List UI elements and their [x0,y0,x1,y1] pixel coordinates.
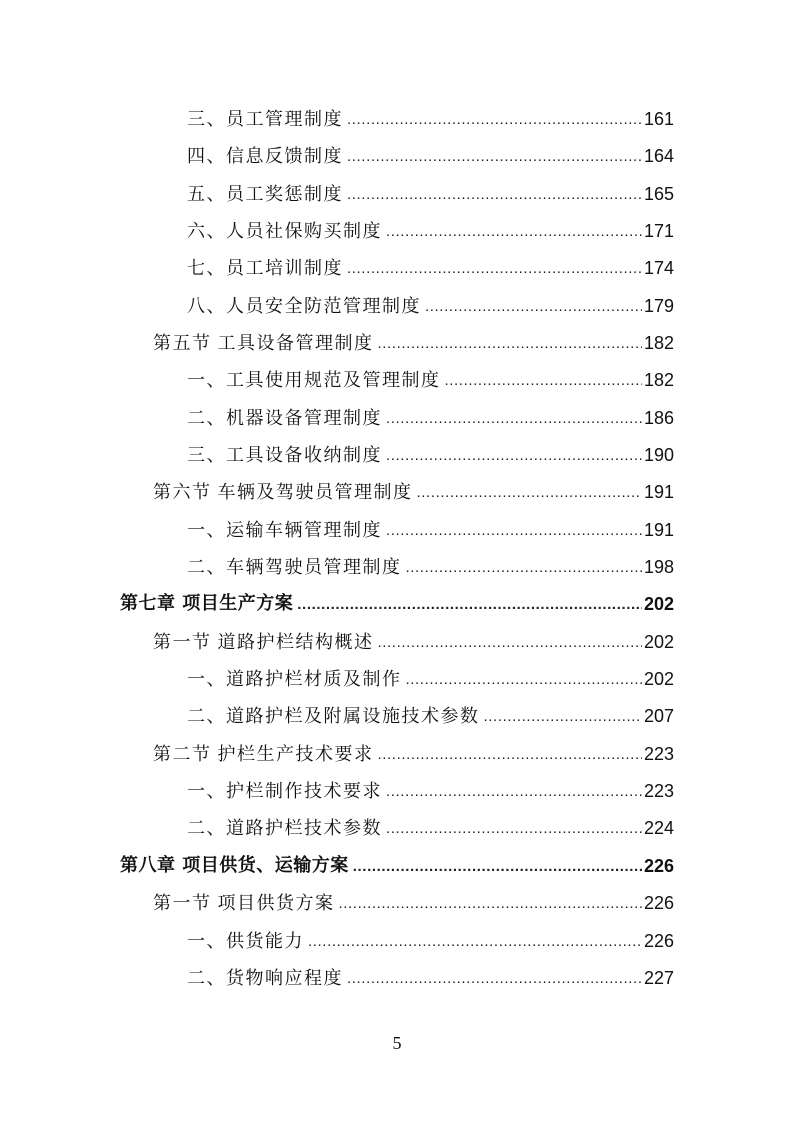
toc-entry[interactable] [187,441,674,469]
toc-entry-page: 191 [643,520,674,540]
dot-leader [417,479,642,507]
toc-entry[interactable] [187,180,674,208]
toc-entry-page: 226 [643,856,674,876]
toc-entry-label: 三、工具设备收纳制度 [187,445,382,465]
dot-leader [378,629,642,657]
dot-leader [347,255,642,283]
toc-entry-label: 一、运输车辆管理制度 [187,520,382,540]
toc-entry-page: 226 [643,931,674,951]
toc-entry-page: 190 [643,445,674,465]
toc-entry[interactable] [153,478,674,506]
toc-entry-page: 202 [643,669,674,689]
dot-leader [339,890,642,918]
page-number: 5 [392,1033,402,1053]
toc-entry-page: 165 [643,184,674,204]
toc-entry[interactable] [153,329,674,357]
toc-entry[interactable] [187,404,674,432]
toc-entry-label: 二、货物响应程度 [187,968,343,988]
toc-entry[interactable] [153,740,674,768]
toc-entry[interactable] [187,927,674,955]
dot-leader [378,330,642,358]
toc-entry[interactable] [187,366,674,394]
dot-leader [406,554,642,582]
toc-entry[interactable] [187,292,674,320]
dot-leader [386,778,642,806]
toc-entry-page: 182 [643,333,674,353]
toc-entry-page: 223 [643,781,674,801]
toc-entry-label: 二、道路护栏及附属设施技术参数 [187,706,480,726]
dot-leader [297,591,642,619]
toc-entry-page: 171 [643,221,674,241]
toc-entry[interactable] [187,142,674,170]
toc-entry-label: 第一节 道路护栏结构概述 [153,632,374,652]
toc-entry-page: 226 [643,893,674,913]
toc-entry-page: 224 [643,818,674,838]
dot-leader [386,405,642,433]
toc-entry-page: 186 [643,408,674,428]
toc-entry-label: 五、员工奖惩制度 [187,184,343,204]
toc-entry-page: 202 [643,632,674,652]
toc-entry-label: 第八章 项目供货、运输方案 [120,855,349,876]
toc-entry-label: 八、人员安全防范管理制度 [187,296,421,316]
toc-entry-page: 164 [643,146,674,166]
dot-leader [484,703,642,731]
toc-entry-page: 202 [643,594,674,614]
toc-entry-label: 一、道路护栏材质及制作 [187,669,402,689]
toc-entry-label: 第一节 项目供货方案 [153,893,335,913]
dot-leader [347,965,642,993]
dot-leader [406,666,642,694]
toc-entry[interactable] [153,628,674,656]
toc-entry[interactable] [187,702,674,730]
toc-entry-page: 179 [643,296,674,316]
toc-entry[interactable] [187,217,674,245]
toc-entry-label: 四、信息反馈制度 [187,146,343,166]
toc-entry-page: 198 [643,557,674,577]
toc-entry[interactable] [187,254,674,282]
dot-leader [386,218,642,246]
dot-leader [425,293,642,321]
toc-entry-page: 223 [643,744,674,764]
toc-entry-page: 207 [643,706,674,726]
toc-entry-label: 二、机器设备管理制度 [187,408,382,428]
toc-entry-label: 二、道路护栏技术参数 [187,818,382,838]
toc-entry[interactable] [187,105,674,133]
toc-entry-label: 一、供货能力 [187,931,304,951]
dot-leader [353,853,642,881]
toc-entry[interactable] [187,814,674,842]
toc-entry-label: 第二节 护栏生产技术要求 [153,744,374,764]
toc-entry-label: 二、车辆驾驶员管理制度 [187,557,402,577]
toc-entry[interactable] [187,516,674,544]
dot-leader [347,143,642,171]
toc-entry[interactable] [153,889,674,917]
toc-entry[interactable] [187,964,674,992]
toc-entry-label: 三、员工管理制度 [187,109,343,129]
toc-entry-label: 六、人员社保购买制度 [187,221,382,241]
toc-entry-page: 191 [643,482,674,502]
dot-leader [445,367,642,395]
dot-leader [347,106,642,134]
toc-entry-label: 一、护栏制作技术要求 [187,781,382,801]
toc-entry-page: 174 [643,258,674,278]
dot-leader [386,442,642,470]
toc-entry-page: 182 [643,370,674,390]
dot-leader [386,517,642,545]
toc-entry[interactable] [187,553,674,581]
dot-leader [308,928,642,956]
toc-entry[interactable] [187,665,674,693]
toc-entry-page: 161 [643,109,674,129]
toc-entry-label: 第五节 工具设备管理制度 [153,333,374,353]
dot-leader [378,741,642,769]
toc-entry-label: 七、员工培训制度 [187,258,343,278]
toc-entry-label: 第六节 车辆及驾驶员管理制度 [153,482,413,502]
toc-entry-page: 227 [643,968,674,988]
toc-entry-label: 一、工具使用规范及管理制度 [187,370,441,390]
toc-entry[interactable] [187,777,674,805]
toc-entry-chapter[interactable] [120,852,674,880]
toc-entry-label: 第七章 项目生产方案 [120,593,294,614]
dot-leader [386,815,642,843]
toc-entry-chapter[interactable] [120,590,674,618]
dot-leader [347,181,642,209]
